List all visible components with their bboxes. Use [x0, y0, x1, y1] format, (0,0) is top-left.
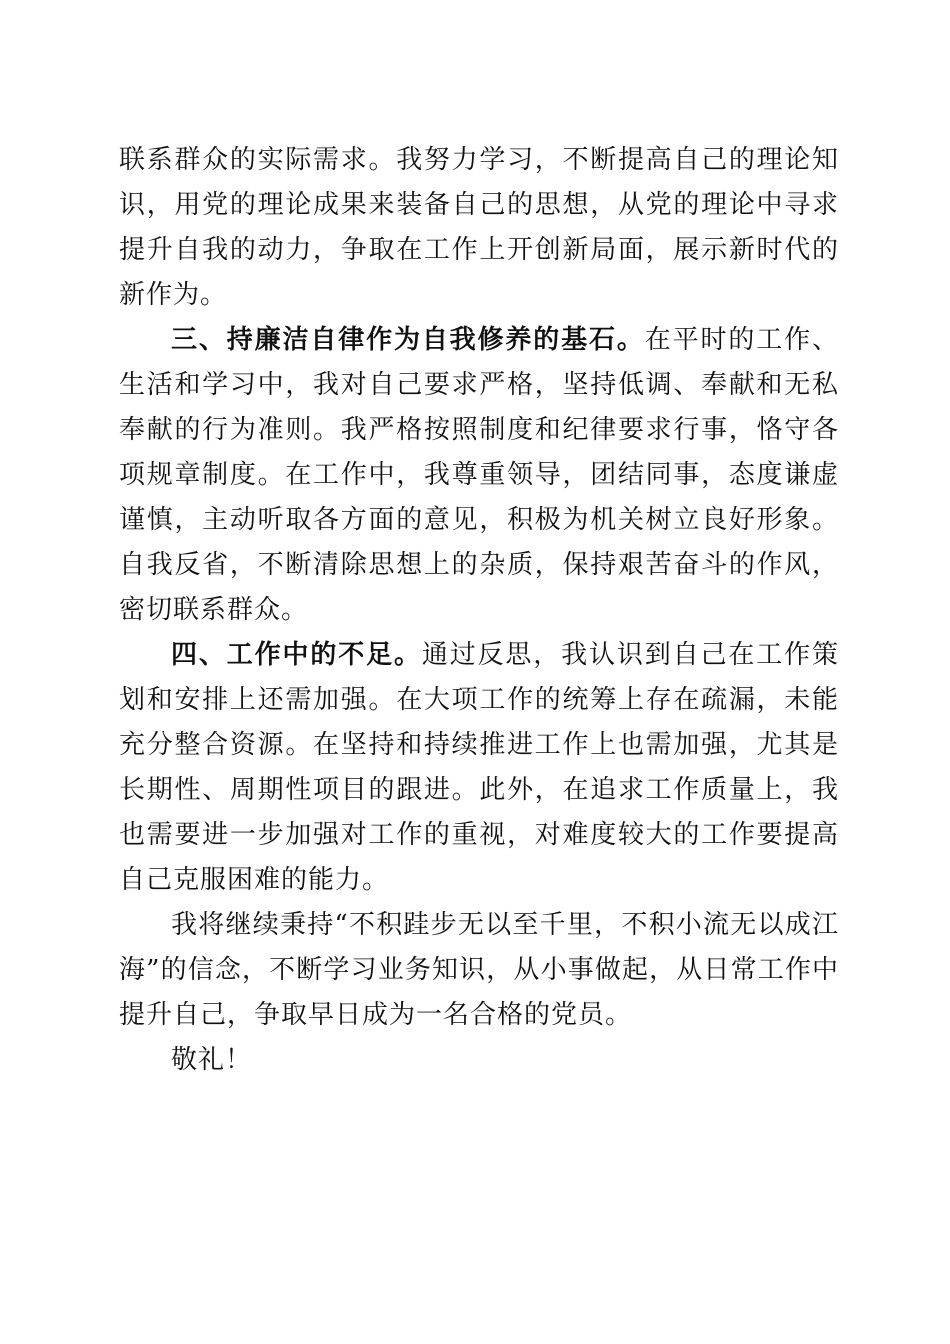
closing-paragraph: [119, 903, 839, 1038]
section-three: [119, 318, 839, 633]
document-body: [119, 138, 839, 1083]
section-three-heading: 三、持廉洁自律作为自我修养的基石。: [171, 325, 645, 355]
section-four-body: 通过反思，我认识到自己在工作策划和安排上还需加强。在大项工作的统筹上存在疏漏，未能充分整合资源。在坚持和持续推进工作上也需加强，尤其是长期性、周期性项目的跟进。此外，在追求工作质量上，我也需要进一步加强对工作的重视，对难度较大的工作要提高自己克服困难的能力。: [119, 640, 839, 895]
section-four: [119, 633, 839, 903]
closing-text: 我将继续秉持“不积跬步无以至千里，不积小流无以成江海”的信念，不断学习业务知识，从小事做起，从日常工作中提升自己，争取早日成为一名合格的党员。: [119, 910, 839, 1030]
paragraph-text: 联系群众的实际需求。我努力学习，不断提高自己的理论知识，用党的理论成果来装备自己的思想，从党的理论中寻求提升自我的动力，争取在工作上开创新局面，展示新时代的新作为。: [119, 145, 839, 310]
section-four-heading: 四、工作中的不足。: [171, 640, 422, 670]
section-three-body: 在平时的工作、生活和学习中，我对自己要求严格，坚持低调、奉献和无私奉献的行为准则。我严格按照制度和纪律要求行事，恪守各项规章制度。在工作中，我尊重领导，团结同事，态度谦虚谨慎，主动听取各方面的意见，积极为机关树立良好形象。自我反省，不断清除思想上的杂质，保持艰苦奋斗的作风，密切联系群众。: [119, 325, 839, 625]
paragraph-continuation: [119, 138, 839, 318]
salutation: [119, 1038, 839, 1083]
salutation-text: 敬礼！: [171, 1045, 253, 1075]
